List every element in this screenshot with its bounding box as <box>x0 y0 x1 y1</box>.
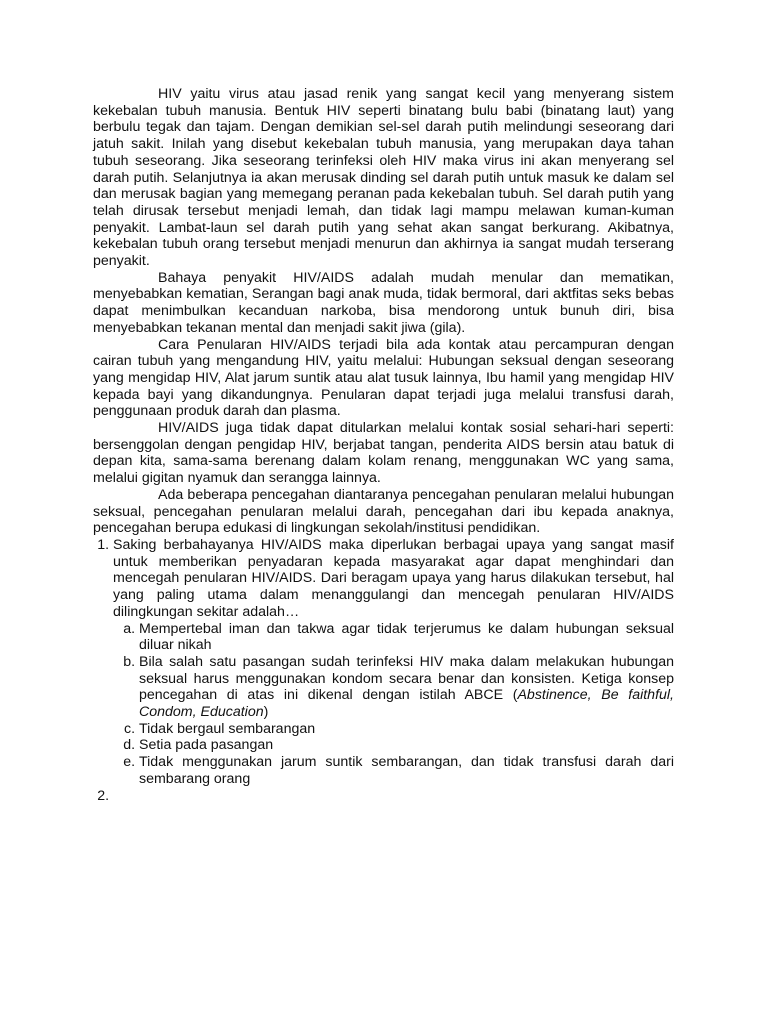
closing-parenthesis: ) <box>263 704 269 721</box>
abce-expansion: Abstinence, Be faithful, Condom, Education <box>139 687 674 721</box>
answer-option-text: Mempertebal iman dan takwa agar tidak terjerumus ke dalam hubungan seksual diluar nikah <box>139 620 674 654</box>
answer-option-text: Tidak bergaul sembarangan <box>139 720 316 737</box>
paragraph-hiv-dangers: Bahaya penyakit HIV/AIDS adalah mudah menular dan mematikan, menyebabkan kematian, Serangan bagi anak muda, tidak bermoral, dari aktfitas seks bebas dapat menimbulkan kecanduan narkoba, bisa mendorong untuk bunuh diri, bisa menyebabkan tekanan mental dan menjadi sakit jiwa (gila). <box>93 269 674 336</box>
answer-option-b <box>139 654 674 721</box>
answer-option-e <box>139 754 674 787</box>
question-list <box>93 537 674 804</box>
answer-option-text: Tidak menggunakan jarum suntik sembarangan, dan tidak transfusi darah dari sembarang orang <box>139 754 674 787</box>
document-body <box>93 86 674 804</box>
answer-option-d <box>139 737 674 754</box>
answer-option-text: Bila salah satu pasangan sudah terinfeksi HIV maka dalam melakukan hubungan seksual harus menggunakan kondom secara benar dan konsisten. Ketiga konsep pencegahan di atas ini dikenal dengan istilah ABCE ( <box>139 653 674 704</box>
question-text: Saking berbahayanya HIV/AIDS maka diperlukan berbagai upaya yang sangat masif untuk memberikan penyadaran kepada masyarakat agar dapat menghindari dan mencegah penularan HIV/AIDS. Dari beragam upaya yang harus dilakukan tersebut, hal yang paling utama dalam menanggulangi dan mencegah penularan HIV/AIDS dilingkungan sekitar adalah… <box>113 536 674 620</box>
answer-option-c <box>139 721 674 738</box>
question-item <box>113 537 674 788</box>
answer-option-text: Setia pada pasangan <box>139 737 274 754</box>
answer-option-a <box>139 621 674 654</box>
paragraph-hiv-prevention: Ada beberapa pencegahan diantaranya pencegahan penularan melalui hubungan seksual, pencegahan penularan melalui darah, pencegahan dari ibu kepada anaknya, pencegahan berupa edukasi di lingkungan sekolah/institusi pendidikan. <box>93 486 674 537</box>
question-item-empty <box>113 788 674 805</box>
paragraph-hiv-definition: HIV yaitu virus atau jasad renik yang sangat kecil yang menyerang sistem kekebalan tubuh manusia. Bentuk HIV seperti binatang bulu babi (binatang laut) yang berbulu tegak dan tajam. Dengan demikian sel-sel darah putih melindungi seseorang dari jatuh sakit. Inilah yang disebut kekebalan tubuh manusia, yang merupakan daya tahan tubuh seseorang. Jika seseorang terinfeksi oleh HIV maka virus ini akan menyerang sel darah putih. Selanjutnya ia akan merusak dinding sel darah putih untuk masuk ke dalam sel dan merusak bagian yang memegang peranan pada kekebalan tubuh. Sel darah putih yang telah dirusak tersebut menjadi lemah, dan tidak lagi mampu melawan kuman-kuman penyakit. Lambat-laun sel darah putih yang sehat akan sangat berkurang. Akibatnya, kekebalan tubuh orang tersebut menjadi menurun dan akhirnya ia sangat mudah terserang penyakit. <box>93 86 674 270</box>
paragraph-hiv-non-transmission: HIV/AIDS juga tidak dapat ditularkan melalui kontak sosial sehari-hari seperti: bersenggolan dengan pengidap HIV, berjabat tangan, penderita AIDS bersin atau batuk di depan kita, sama-sama berenang dalam kolam renang, menggunakan WC yang sama, melalui gigitan nyamuk dan serangga lainnya. <box>93 420 674 487</box>
answer-options <box>113 621 674 788</box>
paragraph-hiv-transmission: Cara Penularan HIV/AIDS terjadi bila ada kontak atau percampuran dengan cairan tubuh yang mengandung HIV, yaitu melalui: Hubungan seksual dengan seseorang yang mengidap HIV, Alat jarum suntik atau alat tusuk lainnya, Ibu hamil yang mengidap HIV kepada bayi yang dikandungnya. Penularan dapat terjadi juga melalui transfusi darah, penggunaan produk darah dan plasma. <box>93 336 674 420</box>
